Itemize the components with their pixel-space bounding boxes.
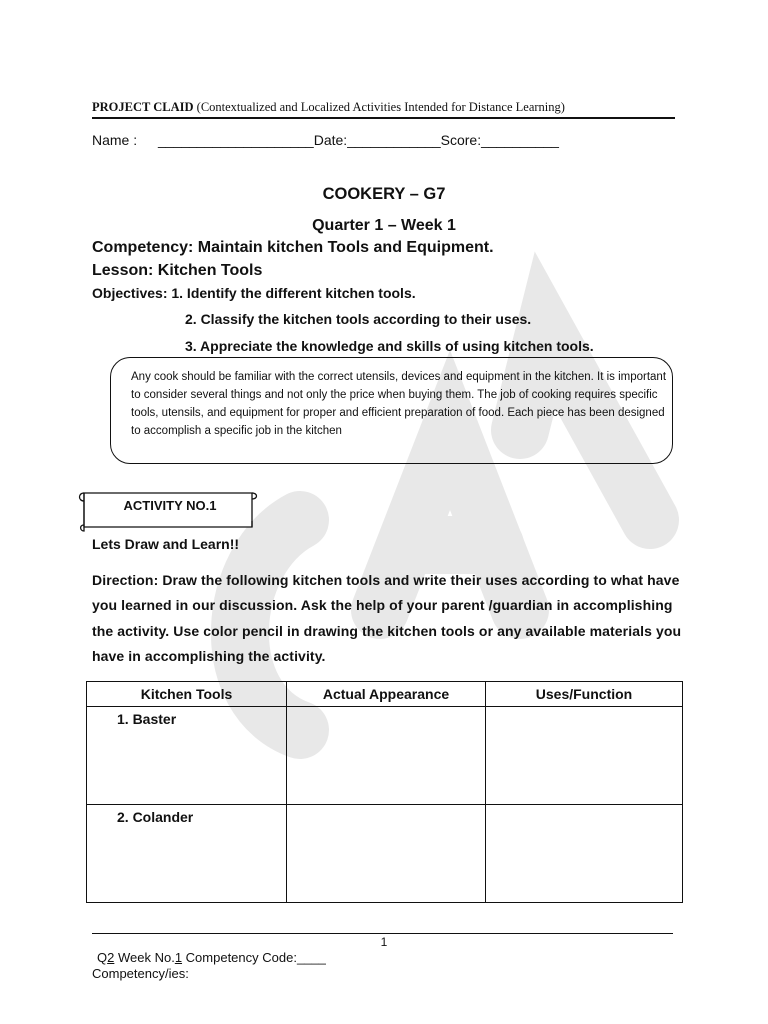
objective-3: 3. Appreciate the knowledge and skills of using kitchen tools. [185,338,594,354]
table-row [87,707,683,805]
table-header-row [87,682,683,707]
header-rule [92,117,675,119]
competency-heading: Competency: Maintain kitchen Tools and Equipment. [92,239,494,256]
appearance-cell[interactable] [287,805,486,903]
lesson-heading: Lesson: Kitchen Tools [92,262,263,279]
tool-name-cell: 1. Baster [87,707,287,805]
student-info-row [92,132,559,148]
footer-quarter: 2 [107,950,115,965]
footer-code-blank: ____ [296,950,326,965]
footer-week-code [97,950,326,965]
activity-title: ACTIVITY NO.1 [123,498,217,513]
objective-1: Objectives: 1. Identify the different kitchen tools. [92,285,416,301]
header-uses-function: Uses/Function [486,682,683,707]
header-actual-appearance: Actual Appearance [287,682,486,707]
footer-rule [92,933,673,934]
uses-cell[interactable] [486,707,683,805]
tool-name-cell: 2. Colander [87,805,287,903]
footer-week-label: Week No. [114,950,175,965]
name-field[interactable]: ____________________ [158,132,314,148]
project-header [92,100,565,115]
appearance-cell[interactable] [287,707,486,805]
footer-code-label: Competency Code: [182,950,297,965]
page-number: 1 [380,935,388,949]
subject-title: COOKERY – G7 [322,185,446,203]
date-field[interactable]: ____________ [347,132,441,148]
uses-cell[interactable] [486,805,683,903]
project-name: PROJECT CLAID [92,100,194,114]
table-row [87,805,683,903]
footer-q-prefix: Q [97,950,108,965]
footer-competencies: Competency/ies: [92,966,189,981]
score-label: Score: [440,132,482,148]
score-field[interactable]: __________ [481,132,559,148]
project-full-name: (Contextualized and Localized Activities Intended for Distance Learning) [196,100,565,114]
name-label: Name : [92,132,138,148]
kitchen-tools-table [86,681,683,903]
date-label: Date: [313,132,348,148]
footer-week-number: 1 [174,950,183,965]
activity-subtitle: Lets Draw and Learn!! [92,536,240,552]
intro-text: Any cook should be familiar with the correct utensils, devices and equipment in the kitchen. It is important to consider several things and not only the price when buying them. The job of cooking requires specific tools, utensils, and equipment for proper and efficient preparation of food. Each piece has been designed to accomplish a specific job in the kitchen [131,371,667,437]
quarter-title: Quarter 1 – Week 1 [312,217,456,234]
objective-2: 2. Classify the kitchen tools according to their uses. [185,311,532,327]
header-kitchen-tools: Kitchen Tools [87,682,287,707]
activity-direction: Direction: Draw the following kitchen tools and write their uses according to what have you learned in our discussion. Ask the help of your parent /guardian in accomplishing the activity. Use color pencil in drawing the kitchen tools or any available materials you have in accomplishing the activity. [92,572,682,664]
